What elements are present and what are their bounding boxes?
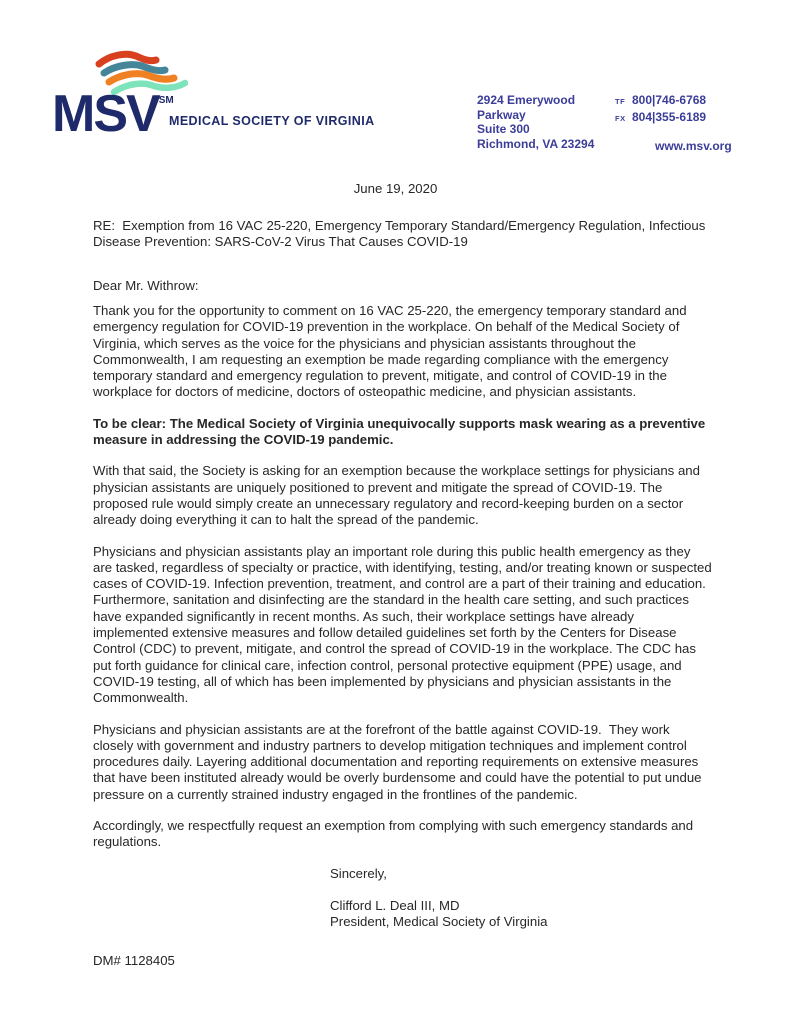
signature-block (330, 898, 713, 931)
subject-line: RE: Exemption from 16 VAC 25-220, Emergency Temporary Standard/Emergency Regulation, Infectious Disease Prevention: SARS-CoV-2 Virus That Causes COVID-19 (93, 218, 709, 250)
document-number: DM# 1128405 (93, 952, 175, 968)
logo-trademark: SM (158, 95, 174, 106)
signature-name: Clifford L. Deal III, MD (330, 897, 460, 913)
phone-block (615, 93, 732, 154)
msv-logo (52, 48, 382, 148)
logo-acronym: MSV℠ (52, 85, 174, 143)
signature-title: President, Medical Society of Virginia (330, 914, 548, 930)
letterhead (52, 48, 732, 153)
website-link[interactable]: www.msv.org (655, 139, 732, 153)
logo-org-name: MEDICAL SOCIETY OF VIRGINIA (169, 114, 375, 128)
address-line: Suite 300 (477, 122, 530, 136)
letter-date: June 19, 2020 (353, 181, 438, 196)
paragraph: Thank you for the opportunity to comment on 16 VAC 25-220, the emergency temporary standard and emergency regulation for COVID-19 prevention in the workplace. On behalf of the Medical Society of Virginia, which serves as the voice for the physicians and physician assistants throughout the Commonwealth, I am requesting an exemption be made regarding compliance with the emergency temporary standard and emergency regulation to prevent, mitigate, and control of COVID-19 in the workplace for doctors of medicine, doctors of osteopathic medicine, and physician assistants. (93, 303, 691, 400)
address-line: 2924 Emerywood Parkway (477, 93, 576, 122)
salutation: Dear Mr. Withrow: (93, 278, 199, 293)
contact-block (477, 93, 732, 154)
tollfree-label: TF (615, 97, 626, 106)
fax-phone (615, 110, 732, 127)
paragraph: Physicians and physician assistants play an important role during this public health emergency as they are tasked, regardless of specialty or practice, with identifying, testing, and/or treating known or suspected cases of COVID-19. Infection prevention, treatment, and control are a part of their training and education. Furthermore, sanitation and disinfecting are the standard in the health care setting, and such practices have expanded significantly in recent months. As such, their workplace settings have already implemented extensive measures and follow detailed guidelines set forth by the Centers for Disease Control (CDC) to prevent, mitigate, and control the spread of COVID-19 in the workplace. The CDC has put forth guidance for clinical care, infection control, personal protective equipment (PPE) usage, and COVID-19 testing, all of which has been implemented by physicians and physician assistants in the Commonwealth. (93, 543, 716, 706)
fax-number: 804|355-6189 (632, 109, 707, 124)
paragraph: Accordingly, we respectfully request an exemption from complying with such emergency standards and regulations. (93, 818, 697, 850)
closing: Sincerely, (330, 865, 387, 881)
paragraph: Physicians and physician assistants are at the forefront of the battle against COVID-19. They work closely with government and industry partners to develop mitigation techniques and implement control procedures daily. Layering additional documentation and reporting requirements on extensive measures that have been instituted already would be overly burdensome and could have the potential to put undue pressure on a currently strained industry engaged in the frontlines of the pandemic. (93, 721, 706, 802)
fax-label: FX (615, 113, 626, 123)
paragraph: With that said, the Society is asking for an exemption because the workplace settings for physicians and physician assistants are uniquely positioned to prevent and mitigate the spread of COVID-19. The proposed rule would simply create an unnecessary regulatory and record-keeping burden on a sector already doing everything it can to halt the spread of the pandemic. (93, 463, 704, 528)
address-line: Richmond, VA 23294 (477, 136, 595, 151)
letter-body (93, 303, 716, 969)
paragraph-bold-statement: To be clear: The Medical Society of Virginia unequivocally supports mask wearing as a preventive measure in addressing the COVID-19 pandemic. (93, 415, 709, 448)
tollfree-number: 800|746-6768 (632, 93, 707, 107)
mailing-address (477, 93, 615, 154)
tollfree-phone (615, 93, 732, 110)
